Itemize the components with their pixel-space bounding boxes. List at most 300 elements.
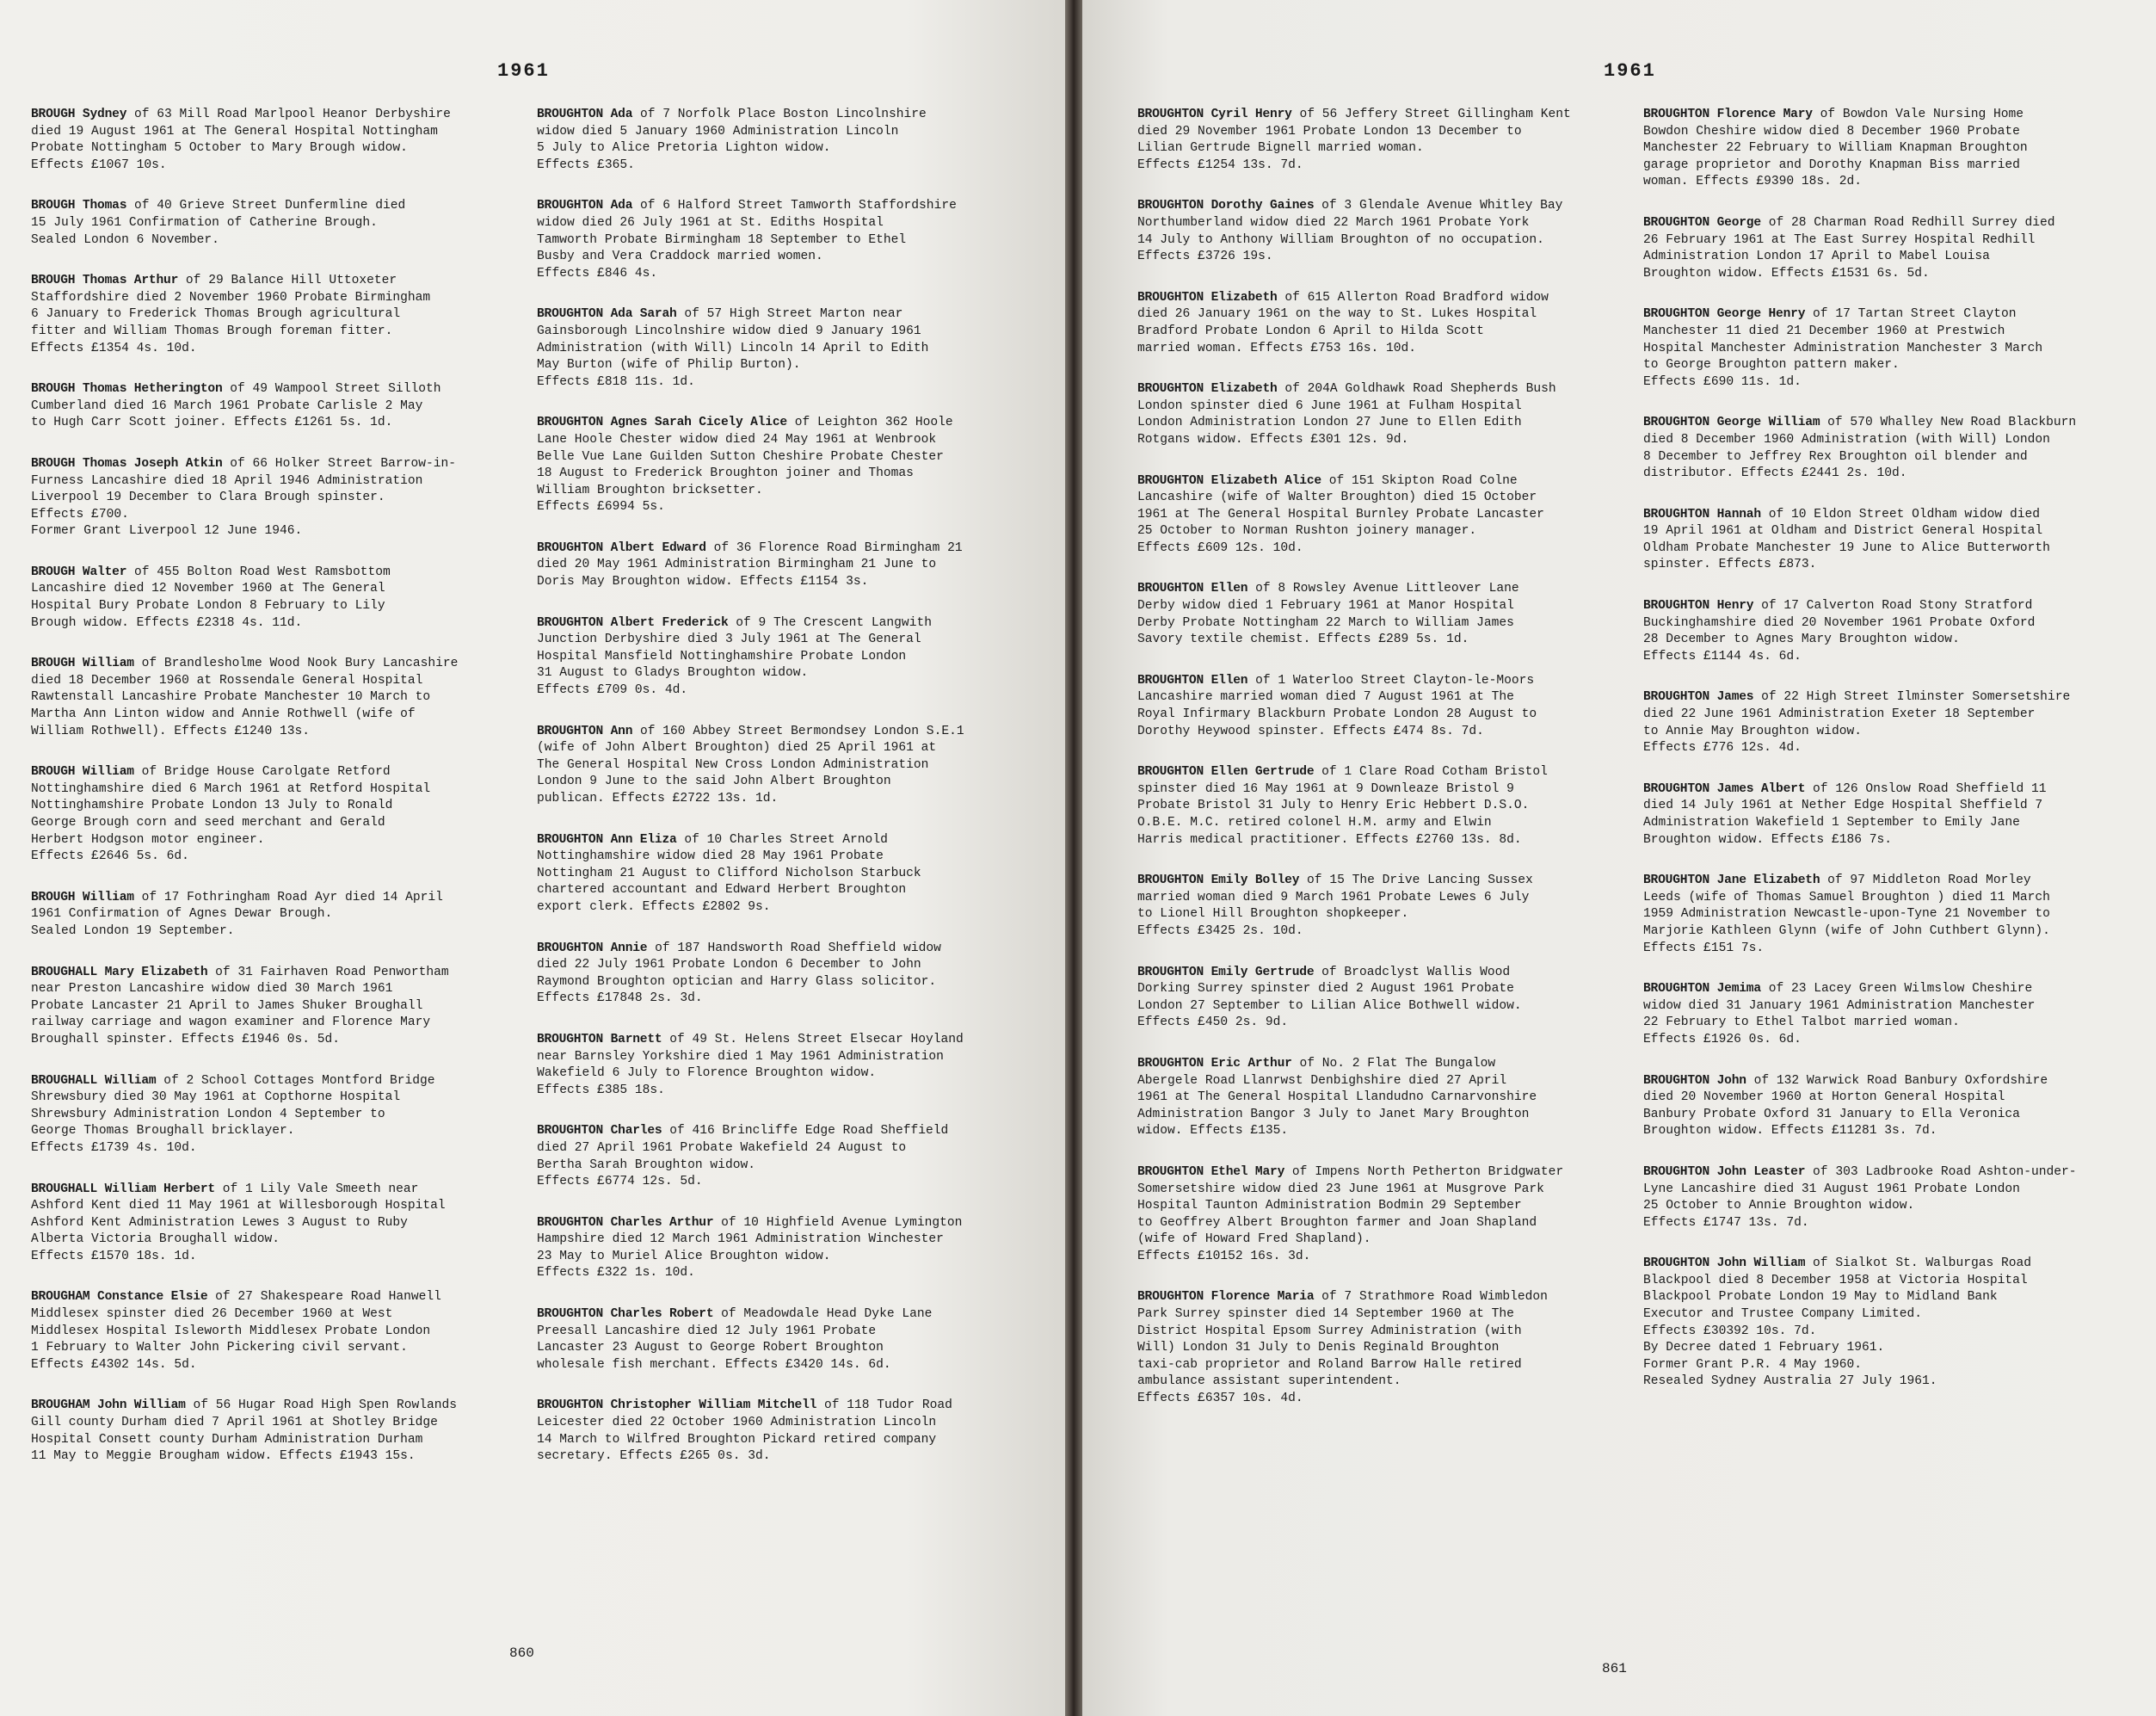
entry-surname-forenames: BROUGHTON Ann Eliza: [537, 832, 677, 847]
probate-entry: [537, 1123, 1023, 1190]
entry-first-line-text: of 151 Skipton Road Colne: [1328, 473, 1518, 488]
entry-first-line-text: of 187 Handsworth Road Sheffield widow: [655, 941, 941, 955]
entry-line: 31 August to Gladys Broughton widow.: [537, 666, 809, 681]
page-year: 1961: [497, 60, 550, 82]
entry-first-line-text: of 97 Middleton Road Morley: [1827, 873, 2031, 888]
entry-first-line-text: of 132 Warwick Road Banbury Oxfordshire: [1753, 1073, 2048, 1088]
entry-surname-forenames: BROUGHTON Elizabeth Alice: [1137, 473, 1321, 488]
entry-line: Effects £1570 18s. 1d.: [31, 1249, 197, 1263]
entry-surname-forenames: BROUGHTON Christopher William Mitchell: [537, 1398, 817, 1413]
probate-entry: [1137, 873, 1623, 940]
entry-line: William Broughton bricksetter.: [537, 483, 763, 497]
entry-surname-forenames: BROUGHTON John William: [1643, 1256, 1806, 1271]
entry-line: Former Grant P.R. 4 May 1960.: [1643, 1357, 1862, 1372]
entry-line: died 29 November 1961 Probate London 13 December to: [1137, 124, 1522, 139]
entry-first-line-text: of 27 Shakespeare Road Hanwell: [215, 1290, 441, 1305]
entry-line: railway carriage and wagon examiner and Florence Mary: [31, 1015, 431, 1030]
entry-line: Ashford Kent Administration Lewes 3 August to Ruby: [31, 1215, 408, 1230]
entry-line: Effects £776 12s. 4d.: [1643, 741, 1802, 756]
probate-entry: [1137, 965, 1623, 1032]
entry-line: Effects £1354 4s. 10d.: [31, 341, 197, 355]
entry-line: near Barnsley Yorkshire died 1 May 1961 Administration: [537, 1049, 944, 1064]
entry-line: 22 February to Ethel Talbot married woman.: [1643, 1015, 1960, 1030]
entry-line: Effects £6774 12s. 5d.: [537, 1175, 703, 1189]
entry-line: Manchester 11 died 21 December 1960 at Prestwich: [1643, 324, 2005, 338]
entry-line: Administration Bangor 3 July to Janet Mary Broughton: [1137, 1107, 1530, 1121]
entry-line: Oldham Probate Manchester 19 June to Alice Butterworth: [1643, 540, 2050, 555]
entry-line: Nottinghamshire widow died 28 May 1961 Probate: [537, 849, 884, 864]
probate-entry: [31, 381, 517, 432]
probate-entry: [537, 1032, 1023, 1099]
entry-line: died 19 August 1961 at The General Hospital Nottingham: [31, 124, 438, 139]
entry-line: Middlesex Hospital Isleworth Middlesex Probate London: [31, 1324, 431, 1338]
entry-line: married woman. Effects £753 16s. 10d.: [1137, 341, 1417, 355]
entry-line: garage proprietor and Dorothy Knapman Biss married: [1643, 157, 2020, 172]
entry-first-line-text: of 49 Wampool Street Silloth: [230, 382, 441, 397]
entry-line: 25 October to Annie Broughton widow.: [1643, 1199, 1915, 1213]
entry-line: Wakefield 6 July to Florence Broughton widow.: [537, 1066, 877, 1081]
entry-line: Executor and Trustee Company Limited.: [1643, 1307, 1923, 1322]
entry-line: Effects £1254 13s. 7d.: [1137, 157, 1303, 172]
entry-line: Dorothy Heywood spinster. Effects £474 8s. 7d.: [1137, 724, 1484, 738]
entry-line: Northumberland widow died 22 March 1961 Probate York: [1137, 215, 1530, 230]
entry-line: Effects £2646 5s. 6d.: [31, 849, 189, 864]
probate-entry: [31, 890, 517, 941]
entry-line: Effects £3726 19s.: [1137, 250, 1273, 264]
entry-first-line-text: of Broadclyst Wallis Wood: [1321, 965, 1511, 979]
entry-line: 1959 Administration Newcastle-upon-Tyne 21 November to: [1643, 907, 2050, 922]
entry-surname-forenames: BROUGHTON Emily Bolley: [1137, 873, 1300, 888]
probate-entry: [1137, 290, 1623, 357]
entry-line: Will) London 31 July to Denis Reginald Broughton: [1137, 1341, 1500, 1355]
entry-first-line-text: of Sialkot St. Walburgas Road: [1813, 1256, 2032, 1271]
entry-line: Lancashire (wife of Walter Broughton) died 15 October: [1137, 491, 1537, 505]
probate-entry: [1643, 306, 2129, 391]
probate-entry: [1643, 1256, 2129, 1391]
entry-line: Tamworth Probate Birmingham 18 September to Ethel: [537, 232, 907, 247]
entry-surname-forenames: BROUGHTON Albert Edward: [537, 540, 706, 555]
probate-entry: [31, 456, 517, 540]
entry-line: By Decree dated 1 February 1961.: [1643, 1341, 1885, 1355]
probate-entry: [537, 107, 1023, 174]
entry-line: fitter and William Thomas Brough foreman fitter.: [31, 324, 393, 338]
entry-line: widow. Effects £135.: [1137, 1124, 1289, 1139]
entry-line: Busby and Vera Craddock married women.: [537, 250, 823, 264]
entry-line: Nottingham 21 August to Clifford Nicholson Starbuck: [537, 866, 921, 880]
entry-surname-forenames: BROUGHTON Dorothy Gaines: [1137, 199, 1315, 213]
entry-line: died 27 April 1961 Probate Wakefield 24 August to: [537, 1140, 907, 1155]
right-page-column-1: [1137, 107, 1623, 1432]
entry-line: District Hospital Epsom Surrey Administration (with: [1137, 1324, 1522, 1338]
entry-surname-forenames: BROUGHALL Mary Elizabeth: [31, 965, 208, 979]
probate-entry: [537, 198, 1023, 282]
entry-line: Effects £1747 13s. 7d.: [1643, 1215, 1809, 1230]
entry-line: George Brough corn and seed merchant and Gerald: [31, 816, 385, 830]
entry-line: O.B.E. M.C. retired colonel H.M. army and Elwin: [1137, 816, 1492, 830]
entry-first-line-text: of 118 Tudor Road: [823, 1398, 952, 1413]
entry-first-line-text: of 22 High Street Ilminster Somersetshire: [1761, 690, 2071, 705]
entry-first-line-text: of 455 Bolton Road West Ramsbottom: [134, 565, 391, 579]
entry-surname-forenames: BROUGHTON Henry: [1643, 599, 1754, 614]
probate-entry: [1137, 473, 1623, 558]
entry-line: Cumberland died 16 March 1961 Probate Carlisle 2 May: [31, 398, 423, 413]
entry-line: Former Grant Liverpool 12 June 1946.: [31, 524, 303, 539]
entry-surname-forenames: BROUGH William: [31, 657, 134, 671]
entry-line: Effects £818 11s. 1d.: [537, 374, 695, 389]
probate-entry: [537, 615, 1023, 700]
entry-surname-forenames: BROUGHTON Florence Mary: [1643, 108, 1813, 121]
entry-surname-forenames: BROUGHTON Ethel Mary: [1137, 1164, 1285, 1179]
entry-surname-forenames: BROUGHAM John William: [31, 1398, 186, 1413]
entry-surname-forenames: BROUGHTON Elizabeth: [1137, 382, 1278, 397]
probate-entry: [1643, 781, 2129, 849]
entry-line: 25 October to Norman Rushton joinery manager.: [1137, 524, 1477, 539]
entry-line: Probate Nottingham 5 October to Mary Brough widow.: [31, 141, 408, 156]
entry-first-line-text: of 2 School Cottages Montford Bridge: [163, 1073, 435, 1088]
entry-line: Effects £450 2s. 9d.: [1137, 1015, 1289, 1030]
entry-line: died 20 November 1960 at Horton General Hospital: [1643, 1090, 2005, 1105]
entry-surname-forenames: BROUGHTON George William: [1643, 416, 1820, 430]
entry-line: Furness Lancashire died 18 April 1946 Administration: [31, 473, 423, 488]
entry-first-line-text: of 1 Clare Road Cotham Bristol: [1321, 765, 1548, 780]
entry-line: Gainsborough Lincolnshire widow died 9 January 1961: [537, 324, 921, 338]
entry-first-line-text: of Leighton 362 Hoole: [794, 416, 953, 430]
entry-line: 1961 at The General Hospital Burnley Probate Lancaster: [1137, 507, 1544, 522]
entry-line: Lancashire married woman died 7 August 1961 at The: [1137, 690, 1514, 705]
entry-line: secretary. Effects £265 0s. 3d.: [537, 1449, 771, 1464]
entry-surname-forenames: BROUGHTON Charles Arthur: [537, 1215, 714, 1230]
probate-entry: [1643, 107, 2129, 191]
entry-surname-forenames: BROUGHTON Ada: [537, 108, 633, 121]
entry-line: Broughall spinster. Effects £1946 0s. 5d.: [31, 1032, 341, 1046]
entry-line: Shrewsbury Administration London 4 September to: [31, 1107, 385, 1121]
entry-line: London spinster died 6 June 1961 at Fulham Hospital: [1137, 398, 1522, 413]
entry-line: to George Broughton pattern maker.: [1643, 358, 1900, 373]
entry-line: ambulance assistant superintendent.: [1137, 1374, 1401, 1389]
entry-surname-forenames: BROUGHTON Annie: [537, 941, 648, 955]
entry-line: Hospital Manchester Administration Manchester 3 March: [1643, 341, 2043, 355]
entry-line: Broughton widow. Effects £186 7s.: [1643, 832, 1893, 847]
entry-line: (wife of Howard Fred Shapland).: [1137, 1232, 1371, 1247]
entry-line: Lane Hoole Chester widow died 24 May 1961 at Wenbrook: [537, 432, 937, 447]
entry-surname-forenames: BROUGHALL William: [31, 1073, 157, 1088]
entry-line: Bertha Sarah Broughton widow.: [537, 1157, 755, 1172]
entry-first-line-text: of 63 Mill Road Marlpool Heanor Derbyshire: [134, 108, 451, 121]
probate-entry: [537, 1306, 1023, 1373]
entry-first-line-text: of 10 Highfield Avenue Lymington: [721, 1215, 963, 1230]
entry-line: Doris May Broughton widow. Effects £1154 3s.: [537, 575, 869, 589]
entry-line: taxi-cab proprietor and Roland Barrow Halle retired: [1137, 1357, 1522, 1372]
entry-line: Bradford Probate London 6 April to Hilda Scott: [1137, 324, 1484, 338]
entry-line: Banbury Probate Oxford 31 January to Ella Veronica: [1643, 1107, 2020, 1121]
entry-first-line-text: of 6 Halford Street Tamworth Staffordshire: [640, 199, 957, 213]
entry-first-line-text: of 49 St. Helens Street Elsecar Hoyland: [669, 1032, 964, 1046]
entry-line: died 14 July 1961 at Nether Edge Hospital Sheffield 7: [1643, 799, 2043, 813]
probate-entry: [537, 1398, 1023, 1465]
probate-entry: [31, 198, 517, 249]
entry-first-line-text: of 8 Rowsley Avenue Littleover Lane: [1255, 582, 1519, 596]
entry-line: Savory textile chemist. Effects £289 5s. 1d.: [1137, 633, 1469, 647]
page-number: 861: [1602, 1661, 1627, 1676]
entry-line: Effects £10152 16s. 3d.: [1137, 1249, 1311, 1263]
entry-line: William Rothwell). Effects £1240 13s.: [31, 724, 311, 738]
entry-surname-forenames: BROUGH Walter: [31, 565, 127, 579]
entry-line: widow died 5 January 1960 Administration Lincoln: [537, 124, 899, 139]
entry-line: Effects £700.: [31, 507, 129, 522]
entry-line: London 9 June to the said John Albert Broughton: [537, 775, 891, 789]
entry-line: widow died 26 July 1961 at St. Ediths Hospital: [537, 215, 884, 230]
entry-line: Hospital Mansfield Nottinghamshire Probate London: [537, 649, 907, 664]
entry-first-line-text: of 7 Norfolk Place Boston Lincolnshire: [640, 108, 927, 121]
entry-line: died 8 December 1960 Administration (with Will) London: [1643, 432, 2050, 447]
probate-entry: [31, 656, 517, 740]
entry-line: Royal Infirmary Blackburn Probate London 28 August to: [1137, 707, 1537, 722]
entry-line: Effects £690 11s. 1d.: [1643, 374, 1802, 389]
entry-line: Probate Bristol 31 July to Henry Eric Hebbert D.S.O.: [1137, 799, 1530, 813]
entry-line: London 27 September to Lilian Alice Bothwell widow.: [1137, 998, 1522, 1013]
entry-first-line-text: of 17 Fothringham Road Ayr died 14 April: [141, 890, 443, 904]
entry-line: 1 February to Walter John Pickering civil servant.: [31, 1341, 408, 1355]
entry-line: Gill county Durham died 7 April 1961 at Shotley Bridge: [31, 1416, 438, 1430]
entry-first-line-text: of Bowdon Vale Nursing Home: [1820, 108, 2024, 121]
entry-first-line-text: of 66 Holker Street Barrow-in-: [230, 456, 456, 471]
entry-surname-forenames: BROUGHTON Jane Elizabeth: [1643, 873, 1820, 888]
entry-line: 15 July 1961 Confirmation of Catherine Brough.: [31, 215, 378, 230]
entry-line: to Lionel Hill Broughton shopkeeper.: [1137, 907, 1409, 922]
entry-line: Ashford Kent died 11 May 1961 at Willesborough Hospital: [31, 1199, 446, 1213]
entry-line: died 20 May 1961 Administration Birmingham 21 June to: [537, 558, 937, 572]
entry-line: Dorking Surrey spinster died 2 August 1961 Probate: [1137, 982, 1514, 997]
entry-line: Effects £1144 4s. 6d.: [1643, 649, 1802, 664]
entry-line: Hospital Taunton Administration Bodmin 29 September: [1137, 1199, 1522, 1213]
right-page: [1082, 0, 2156, 1716]
entry-line: Raymond Broughton optician and Harry Glass solicitor.: [537, 974, 937, 989]
entry-first-line-text: of 10 Eldon Street Oldham widow died: [1768, 507, 2040, 522]
probate-entry: [1643, 215, 2129, 282]
entry-line: Effects £609 12s. 10d.: [1137, 540, 1303, 555]
entry-surname-forenames: BROUGHTON Agnes Sarah Cicely Alice: [537, 416, 787, 430]
entry-line: distributor. Effects £2441 2s. 10d.: [1643, 466, 1907, 481]
entry-surname-forenames: BROUGH Thomas Joseph Atkin: [31, 456, 223, 471]
probate-entry: [31, 965, 517, 1049]
probate-entry: [537, 724, 1023, 808]
entry-line: Derby widow died 1 February 1961 at Manor Hospital: [1137, 599, 1514, 614]
left-page: [0, 0, 1065, 1716]
entry-line: Rotgans widow. Effects £301 12s. 9d.: [1137, 432, 1409, 447]
probate-entry: [1137, 107, 1623, 174]
entry-first-line-text: of 10 Charles Street Arnold: [684, 832, 888, 847]
probate-entry: [1137, 1164, 1623, 1266]
entry-surname-forenames: BROUGHTON Ada Sarah: [537, 307, 677, 322]
probate-entry: [537, 415, 1023, 516]
entry-line: 23 May to Muriel Alice Broughton widow.: [537, 1249, 831, 1263]
entry-surname-forenames: BROUGHTON George Henry: [1643, 307, 1806, 322]
entry-first-line-text: of Meadowdale Head Dyke Lane: [721, 1307, 933, 1322]
entry-line: Effects £6357 10s. 4d.: [1137, 1392, 1303, 1406]
entry-surname-forenames: BROUGHTON Hannah: [1643, 507, 1761, 522]
entry-first-line-text: of 1 Lily Vale Smeeth near: [222, 1182, 419, 1196]
entry-first-line-text: of 204A Goldhawk Road Shepherds Bush: [1284, 382, 1556, 397]
entry-line: died 22 July 1961 Probate London 6 December to John: [537, 958, 921, 972]
probate-entry: [1137, 381, 1623, 448]
entry-first-line-text: of 126 Onslow Road Sheffield 11: [1813, 781, 2047, 796]
entry-line: Sealed London 6 November.: [31, 232, 219, 247]
probate-entry: [1137, 1056, 1623, 1140]
entry-surname-forenames: BROUGHTON Elizabeth: [1137, 290, 1278, 305]
entry-line: Resealed Sydney Australia 27 July 1961.: [1643, 1374, 1937, 1389]
entry-line: Effects £3425 2s. 10d.: [1137, 923, 1303, 938]
entry-surname-forenames: BROUGHTON Albert Frederick: [537, 615, 729, 630]
entry-line: Effects £322 1s. 10d.: [537, 1266, 695, 1281]
entry-surname-forenames: BROUGHTON Charles: [537, 1124, 662, 1139]
entry-first-line-text: of 9 The Crescent Langwith: [736, 615, 932, 630]
entry-line: woman. Effects £9390 18s. 2d.: [1643, 175, 1862, 189]
entry-first-line-text: of 57 High Street Marton near: [684, 307, 903, 322]
entry-line: Harris medical practitioner. Effects £2760 13s. 8d.: [1137, 832, 1522, 847]
entry-first-line-text: of 570 Whalley New Road Blackburn: [1827, 416, 2077, 430]
entry-line: 8 December to Jeffrey Rex Broughton oil blender and: [1643, 449, 2028, 464]
page-year: 1961: [1604, 60, 1656, 82]
entry-line: 14 July to Anthony William Broughton of no occupation.: [1137, 232, 1544, 247]
entry-surname-forenames: BROUGHTON Jemima: [1643, 982, 1761, 997]
entry-line: Hospital Bury Probate London 8 February to Lily: [31, 599, 385, 614]
entry-line: Administration Wakefield 1 September to Emily Jane: [1643, 816, 2020, 830]
entry-line: Lyne Lancashire died 31 August 1961 Probate London: [1643, 1182, 2020, 1196]
entry-first-line-text: of 40 Grieve Street Dunfermline died: [134, 199, 406, 213]
entry-line: 11 May to Meggie Brougham widow. Effects £1943 15s.: [31, 1449, 416, 1464]
probate-entry: [1643, 873, 2129, 957]
entry-surname-forenames: BROUGH Thomas: [31, 199, 127, 213]
entry-line: Liverpool 19 December to Clara Brough spinster.: [31, 491, 385, 505]
entry-line: Somersetshire widow died 23 June 1961 at Musgrove Park: [1137, 1182, 1544, 1196]
entry-first-line-text: of 15 The Drive Lancing Sussex: [1307, 873, 1533, 888]
entry-first-line-text: of 17 Tartan Street Clayton: [1813, 307, 2017, 322]
entry-first-line-text: of Bridge House Carolgate Retford: [141, 765, 391, 780]
entry-line: widow died 31 January 1961 Administration Manchester: [1643, 998, 2036, 1013]
entry-line: Junction Derbyshire died 3 July 1961 at The General: [537, 633, 921, 647]
entry-line: died 18 December 1960 at Rossendale General Hospital: [31, 673, 423, 688]
entry-line: Leeds (wife of Thomas Samuel Broughton ) died 11 March: [1643, 890, 2050, 904]
entry-line: to Geoffrey Albert Broughton farmer and Joan Shapland: [1137, 1215, 1537, 1230]
entry-line: Martha Ann Linton widow and Annie Rothwell (wife of: [31, 707, 416, 722]
entry-first-line-text: of 3 Glendale Avenue Whitley Bay: [1321, 199, 1563, 213]
entry-surname-forenames: BROUGHTON Emily Gertrude: [1137, 965, 1315, 979]
entry-line: Probate Lancaster 21 April to James Shuker Broughall: [31, 998, 423, 1013]
probate-entry: [1643, 507, 2129, 574]
entry-line: 1961 at The General Hospital Llandudno Carnarvonshire: [1137, 1090, 1537, 1105]
entry-line: The General Hospital New Cross London Administration: [537, 757, 929, 772]
entry-line: Marjorie Kathleen Glynn (wife of John Cuthbert Glynn).: [1643, 923, 2050, 938]
entry-line: spinster died 16 May 1961 at 9 Downleaze Bristol 9: [1137, 781, 1514, 796]
entry-line: 14 March to Wilfred Broughton Pickard retired company: [537, 1432, 937, 1447]
probate-entry: [1137, 764, 1623, 849]
entry-line: publican. Effects £2722 13s. 1d.: [537, 792, 779, 806]
entry-surname-forenames: BROUGHTON Ellen: [1137, 673, 1248, 688]
entry-first-line-text: of 160 Abbey Street Bermondsey London S.E.1: [640, 724, 964, 738]
entry-line: Rawtenstall Lancashire Probate Manchester 10 March to: [31, 690, 431, 705]
entry-line: Effects £709 0s. 4d.: [537, 683, 688, 698]
entry-surname-forenames: BROUGHTON Charles Robert: [537, 1307, 714, 1322]
book-gutter: [1065, 0, 1082, 1716]
probate-entry: [1137, 198, 1623, 265]
probate-entry: [1643, 598, 2129, 665]
entry-first-line-text: of 23 Lacey Green Wilmslow Cheshire: [1768, 982, 2033, 997]
entry-line: Broughton widow. Effects £11281 3s. 7d.: [1643, 1124, 1937, 1139]
probate-entry: [1643, 1073, 2129, 1140]
entry-first-line-text: of 56 Hugar Road High Spen Rowlands: [193, 1398, 458, 1413]
entry-line: Blackpool Probate London 19 May to Midland Bank: [1643, 1290, 1998, 1305]
entry-line: Effects £365.: [537, 157, 635, 172]
entry-line: married woman died 9 March 1961 Probate Lewes 6 July: [1137, 890, 1530, 904]
probate-entry: [537, 306, 1023, 391]
entry-first-line-text: of Impens North Petherton Bridgwater: [1291, 1164, 1564, 1179]
entry-line: Effects £151 7s.: [1643, 941, 1765, 955]
entry-line: Administration (with Will) Lincoln 14 April to Edith: [537, 341, 929, 355]
entry-line: May Burton (wife of Philip Burton).: [537, 358, 801, 373]
right-page-column-2: [1643, 107, 2129, 1415]
entry-surname-forenames: BROUGHTON James Albert: [1643, 781, 1806, 796]
entry-surname-forenames: BROUGH William: [31, 765, 134, 780]
entry-line: Manchester 22 February to William Knapman Broughton: [1643, 141, 2028, 156]
probate-entry: [1137, 581, 1623, 648]
entry-line: died 22 June 1961 Administration Exeter 18 September: [1643, 707, 2036, 722]
probate-entry: [31, 1073, 517, 1157]
entry-line: (wife of John Albert Broughton) died 25 April 1961 at: [537, 741, 937, 756]
entry-line: died 26 January 1961 on the way to St. Lukes Hospital: [1137, 307, 1537, 322]
entry-surname-forenames: BROUGHTON Florence Maria: [1137, 1290, 1315, 1305]
entry-line: Middlesex spinster died 26 December 1960 at West: [31, 1307, 393, 1322]
probate-entry: [537, 1215, 1023, 1282]
entry-line: Alberta Victoria Broughall widow.: [31, 1232, 280, 1247]
entry-first-line-text: of 56 Jeffery Street Gillingham Kent: [1299, 108, 1571, 121]
entry-first-line-text: of 7 Strathmore Road Wimbledon: [1321, 1290, 1548, 1305]
entry-surname-forenames: BROUGH Sydney: [31, 108, 127, 121]
entry-line: near Preston Lancashire widow died 30 March 1961: [31, 982, 393, 997]
entry-line: Staffordshire died 2 November 1960 Probate Birmingham: [31, 290, 431, 305]
probate-entry: [1643, 689, 2129, 756]
entry-line: chartered accountant and Edward Herbert Broughton: [537, 883, 907, 898]
entry-line: 26 February 1961 at The East Surrey Hospital Redhill: [1643, 232, 2036, 247]
entry-line: Nottinghamshire Probate London 13 July to Ronald: [31, 799, 393, 813]
probate-entry: [537, 832, 1023, 917]
entry-surname-forenames: BROUGH Thomas Hetherington: [31, 382, 223, 397]
entry-line: wholesale fish merchant. Effects £3420 14s. 6d.: [537, 1357, 891, 1372]
entry-line: export clerk. Effects £2802 9s.: [537, 899, 771, 914]
entry-line: Effects £1926 0s. 6d.: [1643, 1032, 1802, 1046]
probate-entry: [537, 540, 1023, 591]
entry-line: Preesall Lancashire died 12 July 1961 Probate: [537, 1324, 877, 1338]
entry-surname-forenames: BROUGHAM Constance Elsie: [31, 1290, 208, 1305]
probate-entry: [1643, 415, 2129, 482]
entry-first-line-text: of 416 Brincliffe Edge Road Sheffield: [669, 1124, 949, 1139]
entry-first-line-text: of 17 Calverton Road Stony Stratford: [1761, 599, 2033, 614]
entry-line: Sealed London 19 September.: [31, 923, 235, 938]
entry-line: Administration London 17 April to Mabel Louisa: [1643, 250, 1990, 264]
probate-entry: [1643, 1164, 2129, 1231]
probate-entry: [31, 107, 517, 174]
probate-entry: [1643, 981, 2129, 1048]
entry-first-line-text: of No. 2 Flat The Bungalow: [1299, 1056, 1496, 1071]
entry-line: 18 August to Frederick Broughton joiner and Thomas: [537, 466, 914, 481]
entry-line: to Hugh Carr Scott joiner. Effects £1261 5s. 1d.: [31, 416, 393, 430]
entry-surname-forenames: BROUGHTON James: [1643, 690, 1754, 705]
entry-surname-forenames: BROUGHTON Ellen Gertrude: [1137, 765, 1315, 780]
entry-line: 1961 Confirmation of Agnes Dewar Brough.: [31, 907, 333, 922]
entry-line: Herbert Hodgson motor engineer.: [31, 832, 265, 847]
entry-line: Leicester died 22 October 1960 Administration Lincoln: [537, 1416, 937, 1430]
entry-line: Brough widow. Effects £2318 4s. 11d.: [31, 615, 303, 630]
probate-entry: [31, 764, 517, 866]
